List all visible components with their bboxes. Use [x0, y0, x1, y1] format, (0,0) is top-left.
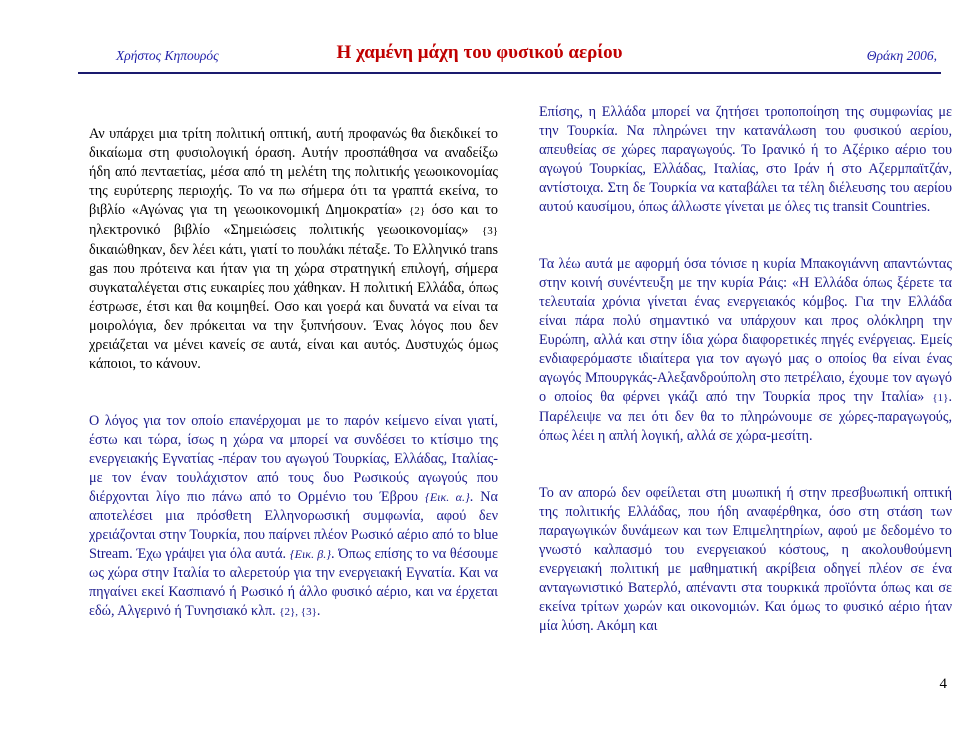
right-column: [539, 103, 952, 636]
right-p2-text-a: Τα λέω αυτά με αφορμή όσα τόνισε η κυρία Μπακογιάννη απαντώντας στην κοινή συνέντευξη με την κυρία Ράις: «Η Ελλάδα όπως ξέρετε τα τελευταία χρόνια γίνεται ένας ενεργειακός κόμβος. Για την Ελλάδα είναι πάρα πολύ σημαντικό να υπάρχουν και προς ολόκληρη την Ευρώπη, αλλά και στην ίδια χώρα διαφορετικές πηγές ενέργειας. Εμείς ενδιαφερόμαστε ιδιαίτερα για τον αγωγό μας ο οποίος θα είναι ένας αγωγός Μπουργκάς-Αλεξανδρούπολη στο πετρέλαιο, έχουμε τον αγωγό ο οποίος θα φέρνει γκάζι από την Τουρκία προς την Ιταλία»: [539, 256, 952, 405]
paragraph-gap: [539, 446, 952, 484]
left-paragraph-2: [89, 412, 498, 622]
page-header: [0, 40, 959, 72]
header-divider: [78, 72, 941, 74]
left-p1-text-a: Αν υπάρχει μια τρίτη πολιτική οπτική, αυτή προφανώς θα διεκδικεί το δικαίωμα στη φυσιολογική όραση. Αυτήν προσπάθησα να αναδείξω ήδη από πενταετίας, μέσα από τη μελέτη της πολιτικής γεωοικονομίας της ευρύτερης περιοχής. Το να πω σήμερα ότι τα γραπτά εκείνα, το βιβλίο «Αγώνας για τη γεωοικονομική Δημοκρατία»: [89, 126, 498, 218]
left-p1-ref-2: {3}: [481, 225, 498, 237]
paragraph-gap: [539, 217, 952, 255]
right-p2-ref: {1}: [932, 392, 949, 404]
left-p2-fig-ref-2: {Εικ. β.}: [289, 547, 332, 561]
left-p1-ref-1: {2}: [409, 205, 426, 217]
left-p2-text-d: .: [316, 603, 321, 619]
right-p2-text-b: . Παρέλειψε να πει ότι δεν θα το πληρώνουμε σε χώρες-παραγωγούς, όπως λέει η απλή λογική, αλλά σε χώρα-μεσίτη.: [539, 389, 952, 444]
left-p1-text-b: όσο και το ηλεκτρονικό βιβλίο «Σημειώσεις πολιτικής γεωοικονομίας»: [89, 202, 499, 238]
right-paragraph-1: Επίσης, η Ελλάδα μπορεί να ζητήσει τροποποίηση της συμφωνίας με την Τουρκία. Να πληρώνει την κατανάλωση του φυσικού αερίου, απευθείας σε χώρες παραγωγούς. Το Ιρανικό ή το Αζέρικο αέριο του αγωγού Τουρκίας, Ελλάδας, Ιταλίας, στο Ιράν ή στο Αζερμπαϊτζάν, αντίστοιχα. Στη δε Τουρκία να καταβάλει τα τέλη διέλευσης του αερίου αυτού καυσίμου, όπως άλλωστε γίνεται με όλες τις transit Countries.: [539, 104, 952, 215]
right-paragraph-2: [539, 255, 952, 446]
right-paragraph-3: Το αν απορώ δεν οφείλεται στη μυωπική ή στην πρεσβυωπική οπτική της πολιτικής Ελλάδας, που ήδη αναφέρθηκα, όσο στη στάση των παραγωγικών δυνάμεων και των Επιμελητηρίων, αφού με δεδομένο το γνωστό καλπασμό του ενεργειακού κόστους, η ακολουθούμενη ενεργειακή πολιτική με μαθηματική ακρίβεια οδηγεί πλέον σε ένα ανταγωνιστικό Βατερλό, απέναντι στα τουρκικά προϊόντα όπως και σε εκείνα τρίτων χωρών και οικονομιών. Και όμως το φυσικό αέριο ήταν μία λύση. Ακόμη και: [539, 485, 952, 634]
left-p2-text-c: . Όπως επίσης το να θέσουμε ως χώρα στην Ιταλία το αλερετούρ για την ενεργειακή Εγνατία. Και να πηγαίνει εκεί Κασπιανό ή Ρωσικό ή άλλο φυσικό αέριο, και να έρχεται εδώ, Αλγερινό ή Τυνησιακό κλπ.: [89, 546, 499, 619]
header-place-date: Θράκη 2006,: [866, 48, 937, 63]
left-p2-fig-ref-1: {Εικ. α.}: [425, 490, 470, 504]
page-number: 4: [939, 676, 947, 692]
left-column: [89, 125, 498, 622]
left-p2-text-a: Ο λόγος για τον οποίο επανέρχομαι με το παρόν κείμενο είναι γιατί, έστω και τώρα, ίσως η χώρα να μπορεί να συνδέσει το κτίσιμο της ενεργειακής Εγνατίας -πέραν του αγωγού Τουρκίας, Ελλάδας, Ιταλίας- με τον έναν τουλάχιστον από τους δυο Ρωσικούς αγωγούς που διέρχονται λίγο πιο πάνω από το Ορμένιο του Έβρου: [89, 413, 498, 505]
left-p2-ref-3: {2}, {3}: [279, 606, 317, 618]
header-author: Χρήστος Κηπουρός: [116, 48, 219, 63]
left-p2-text-b: . Να αποτελέσει μια πρόσθετη Ελληνορωσική συμφωνία, αφού δεν χρειάζονται στην Τουρκία, που παίρνει πλέον Ρωσικό αέριο από το blue Stream. Έχω γράψει για όλα αυτά.: [89, 489, 499, 562]
header-title: Η χαμένη μάχη του φυσικού αερίου: [336, 42, 623, 63]
left-p1-text-c: δικαιώθηκαν, δεν λέει κάτι, γιατί το πουλάκι πέταξε. Το Ελληνικό trans gas που πρότεινα και ήταν για τη χώρα στρατηγική επιλογή, σήμερα συγκαταλέγεται στις ευκαιρίες που χάθηκαν. Η πολιτική Ελλάδα, όπως έστρωσε, έτσι και θα κοιμηθεί. Οσο και γοερά και δυνατά να είναι τα μοιρολόγια, δεν πρόκειται να την ξυπνήσουν. Ένας λόγος που δεν χρειάζεται να μένει κανείς σε αυτά, είναι και αυτός. Δυστυχώς όμως κάποιοι, το κάνουν.: [89, 242, 498, 372]
paragraph-gap: [89, 374, 498, 412]
left-paragraph-1: [89, 125, 498, 374]
